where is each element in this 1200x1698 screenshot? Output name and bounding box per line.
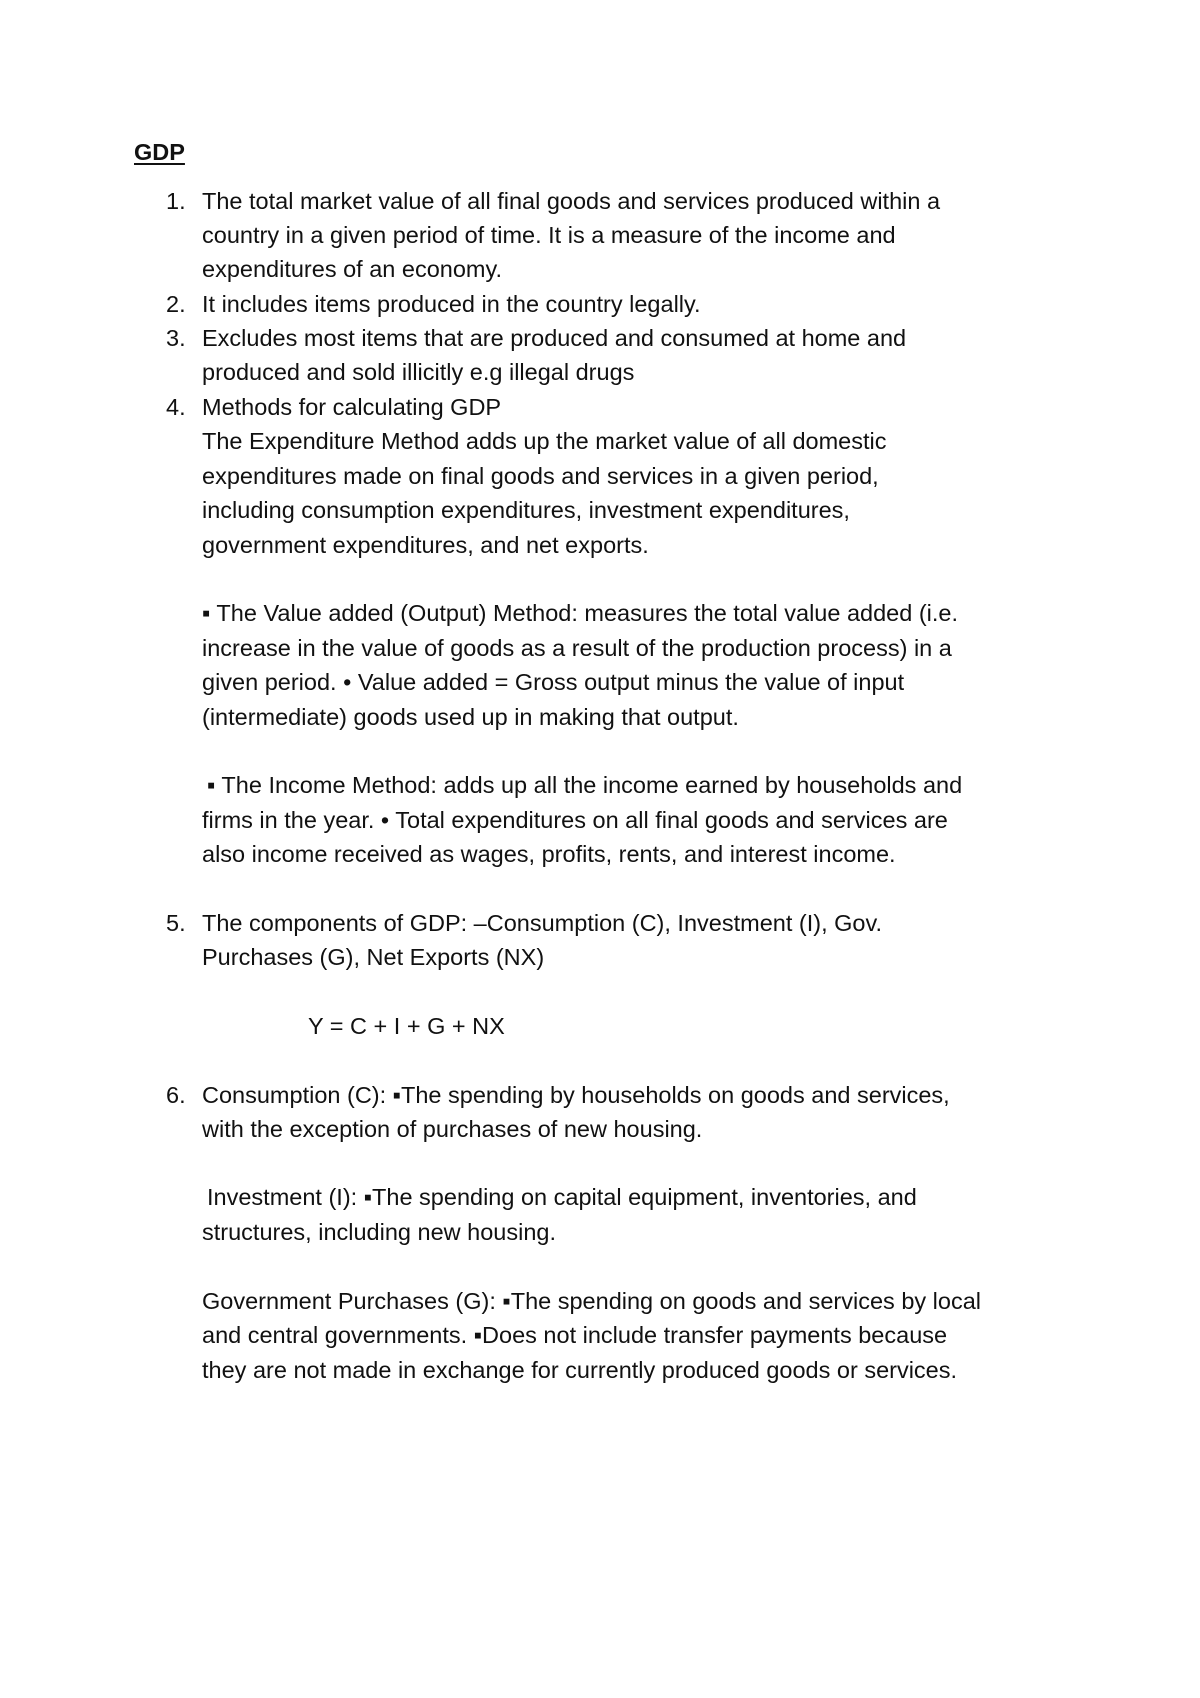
value-added-line-2: increase in the value of goods as a result of the production process) in a — [202, 635, 952, 661]
item-1-line-2: country in a given period of time. It is a measure of the income and — [202, 222, 896, 248]
value-added-line-3: given period. • Value added = Gross output minus the value of input — [202, 669, 905, 695]
gdp-equation: Y = C + I + G + NX — [308, 1013, 505, 1039]
government-line-2: and central governments. ▪Does not include transfer payments because — [202, 1322, 948, 1348]
item-4-number: 4. — [166, 394, 186, 420]
value-added-line-1: ▪ The Value added (Output) Method: measures the total value added (i.e. — [202, 600, 959, 626]
consumption-line-1: Consumption (C): ▪The spending by households on goods and services, — [202, 1082, 950, 1108]
item-4-line-3: expenditures made on final goods and services in a given period, — [202, 463, 879, 489]
item-3-number: 3. — [166, 325, 186, 351]
government-line-1: Government Purchases (G): ▪The spending on goods and services by local — [202, 1288, 982, 1314]
income-method-line-2: firms in the year. • Total expenditures on all final goods and services are — [202, 807, 948, 833]
item-6-number: 6. — [166, 1082, 186, 1108]
item-4-line-4: including consumption expenditures, investment expenditures, — [202, 497, 850, 523]
item-5-number: 5. — [166, 910, 186, 936]
income-method-line-3: also income received as wages, profits, rents, and interest income. — [202, 841, 896, 867]
item-3-line-2: produced and sold illicitly e.g illegal drugs — [202, 359, 635, 385]
document-title: GDP — [134, 139, 185, 165]
item-5-line-1: The components of GDP: –Consumption (C), Investment (I), Gov. — [202, 910, 883, 936]
government-line-3: they are not made in exchange for currently produced goods or services. — [202, 1357, 958, 1383]
item-2-number: 2. — [166, 291, 186, 317]
item-1-line-3: expenditures of an economy. — [202, 256, 503, 282]
value-added-line-4: (intermediate) goods used up in making that output. — [202, 704, 739, 730]
item-3-line-1: Excludes most items that are produced and consumed at home and — [202, 325, 907, 351]
item-5-line-2: Purchases (G), Net Exports (NX) — [202, 944, 545, 970]
consumption-line-2: with the exception of purchases of new housing. — [202, 1116, 703, 1142]
income-method-line-1: ▪ The Income Method: adds up all the income earned by households and — [207, 772, 963, 798]
item-1-line-1: The total market value of all final goods and services produced within a — [202, 188, 941, 214]
investment-line-2: structures, including new housing. — [202, 1219, 557, 1245]
item-2-line-1: It includes items produced in the country legally. — [202, 291, 701, 317]
item-4-line-1: Methods for calculating GDP — [202, 394, 502, 420]
item-1-number: 1. — [166, 188, 186, 214]
item-4-line-5: government expenditures, and net exports. — [202, 532, 649, 558]
item-4-line-2: The Expenditure Method adds up the market value of all domestic — [202, 428, 887, 454]
investment-line-1: Investment (I): ▪The spending on capital equipment, inventories, and — [207, 1184, 917, 1210]
